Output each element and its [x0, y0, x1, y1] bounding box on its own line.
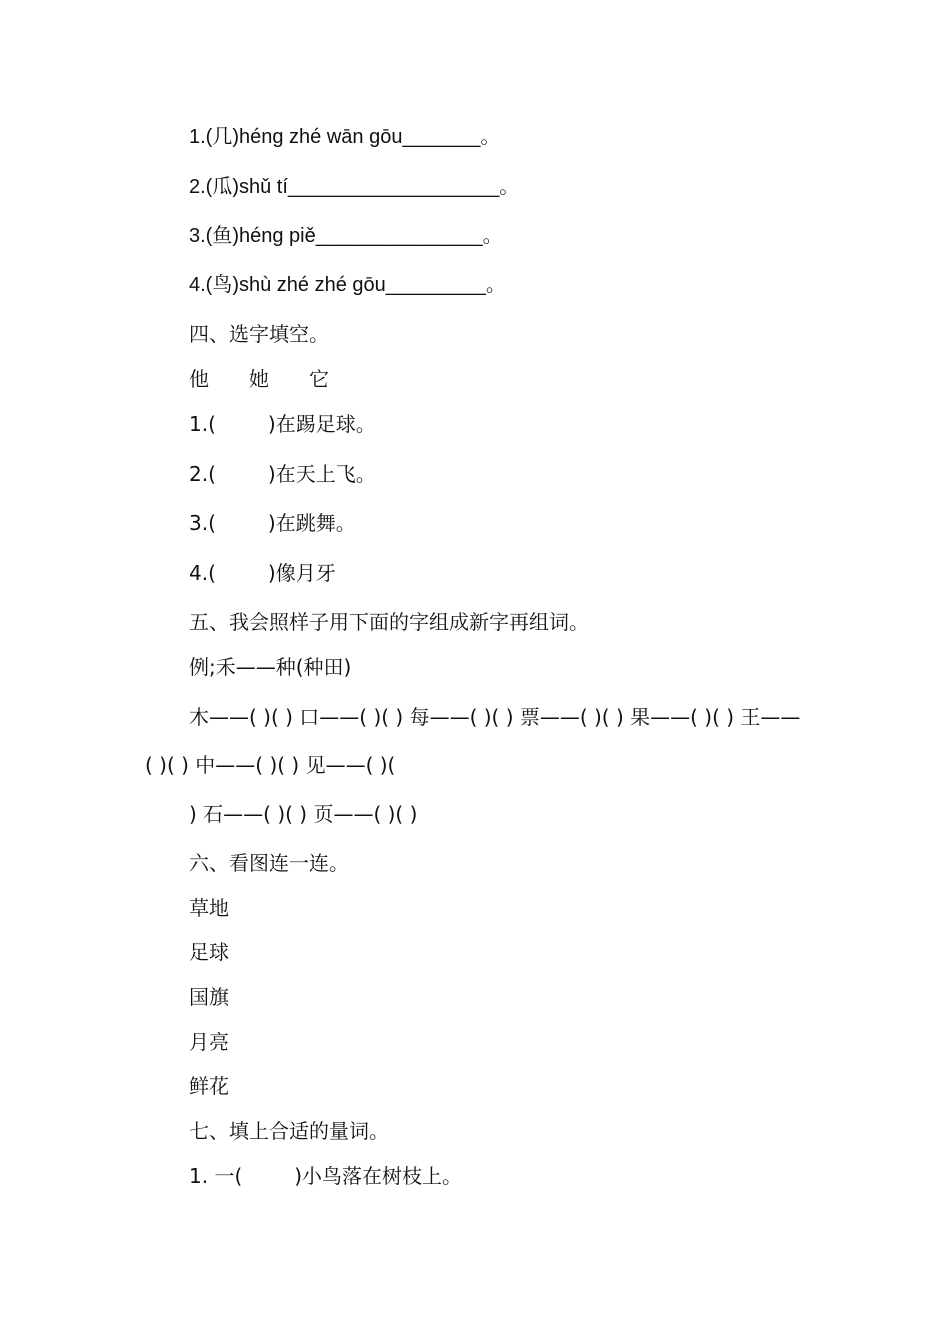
section-5-line-2: ( )( ) 中——( )( ) 见——( )(: [145, 753, 396, 777]
section-5-line-3: ) 石——( )( ) 页——( )( ): [189, 802, 418, 826]
match-item-grass: 草地: [189, 896, 229, 920]
fill-item-1: 1.( )在踢足球。: [189, 412, 376, 436]
section-4-title: 四、选字填空。: [189, 322, 329, 346]
section-5-line-1: 木——( )( ) 口——( )( ) 每——( )( ) 票——( )( ) 果——( )( ) 王——: [189, 705, 801, 729]
stroke-item-2: 2.(瓜)shǔ tí___________________。: [189, 176, 520, 198]
choice-ta-it: 它: [309, 367, 329, 391]
choice-ta-she: 她: [249, 367, 269, 391]
fill-item-4: 4.( )像月牙: [189, 561, 336, 585]
choice-row: [189, 365, 329, 393]
choice-ta-he: 他: [189, 367, 209, 391]
stroke-item-3: 3.(鱼)héng piě_______________。: [189, 225, 503, 247]
section-5-title: 五、我会照样子用下面的字组成新字再组词。: [189, 610, 589, 634]
section-7-title: 七、填上合适的量词。: [189, 1119, 389, 1143]
match-item-flag: 国旗: [189, 985, 229, 1009]
measure-item-1: 1. 一( )小鸟落在树枝上。: [189, 1164, 463, 1188]
fill-item-3: 3.( )在跳舞。: [189, 511, 356, 535]
match-item-football: 足球: [189, 940, 229, 964]
section-5-example: 例;禾——种(种田): [189, 655, 352, 679]
section-6-title: 六、看图连一连。: [189, 851, 349, 875]
stroke-item-4: 4.(鸟)shù zhé zhé gōu_________。: [189, 274, 506, 296]
match-item-moon: 月亮: [189, 1030, 229, 1054]
match-item-flower: 鲜花: [189, 1074, 229, 1098]
fill-item-2: 2.( )在天上飞。: [189, 462, 376, 486]
stroke-item-1: 1.(几)héng zhé wān gōu_______。: [189, 126, 501, 148]
